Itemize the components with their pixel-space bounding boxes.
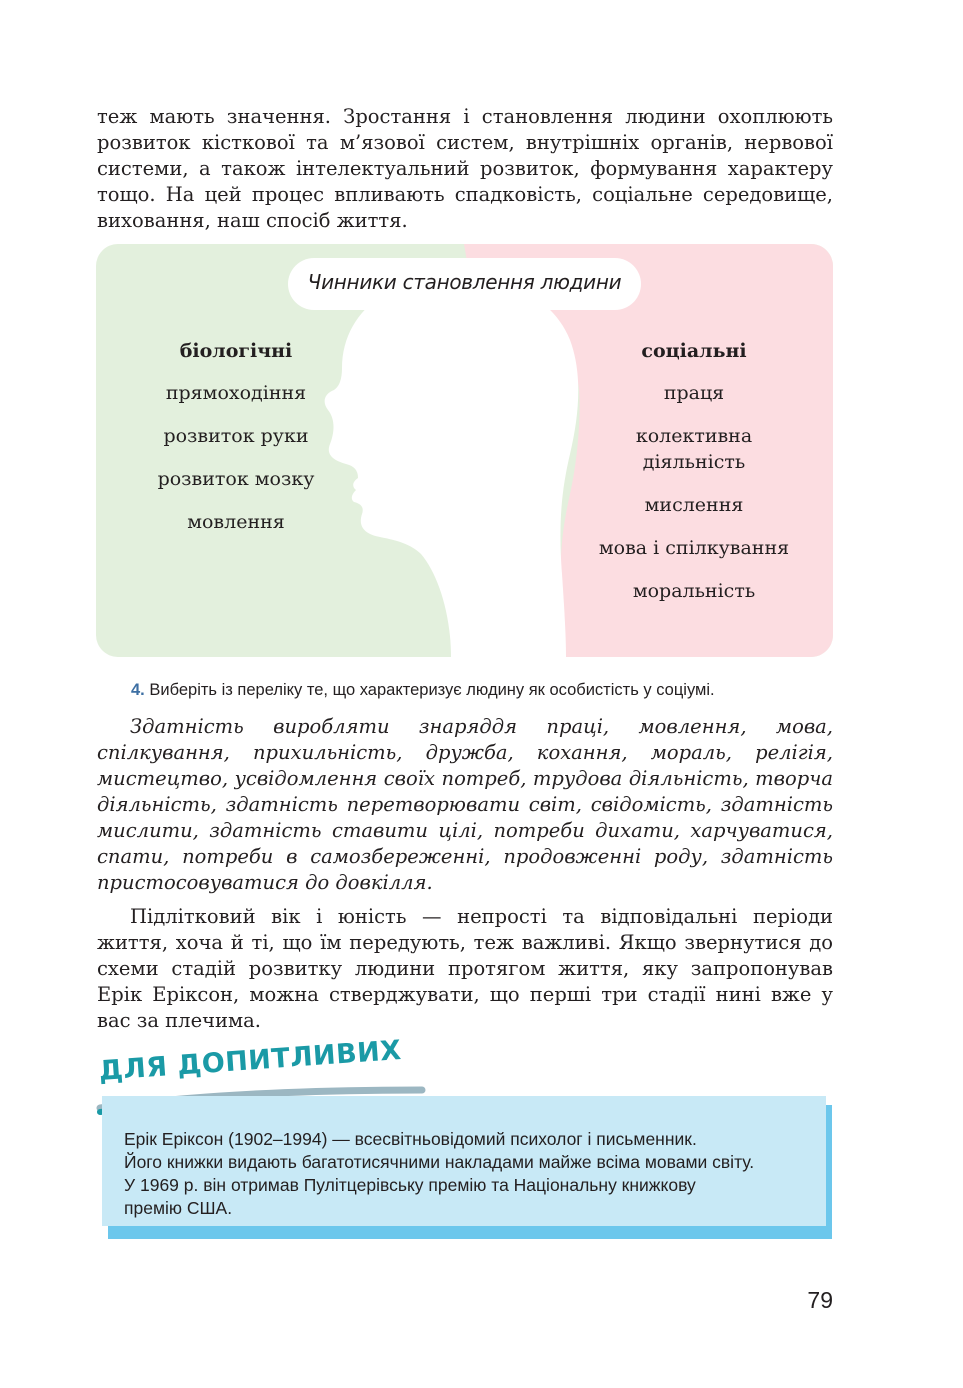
question-4 [131, 681, 715, 700]
curious-line: Його книжки видають багатотисячними накладами майже всіма мовами світу. [124, 1152, 755, 1172]
biological-item: прямоходіння [165, 382, 307, 404]
social-item: мова і спілкування [598, 537, 790, 559]
diagram-title-box [288, 258, 641, 310]
social-item: діяльність [642, 451, 746, 473]
curious-text [124, 1128, 814, 1220]
biological-item: розвиток руки [163, 425, 309, 447]
paragraph-top: теж мають значення. Зростання і становлення людини охоплюють розвиток кісткової та м’язової систем, внутрішніх органів, нервової системи, а також інтелектуальний розвиток, формування характеру тощо. На цей процес впливають спадковість, соціальне середовище, виховання, наш спосіб життя. [97, 105, 833, 232]
factors-diagram [96, 244, 833, 657]
page-number: 79 [807, 1287, 833, 1313]
italic-list-paragraph: Здатність виробляти знаряддя праці, мовлення, мова, спілкування, прихильність, дружба, кохання, мораль, релігія, мистецтво, усвідомлення своїх потреб, трудова діяльність, творча діяльність, здатність перетворювати світ, свідомість, здатність мислити, здатність ставити цілі, потреби дихати, харчуватися, спати, потреби в самозбереженні, продовженні роду, здатність пристосовуватися до довкілля. [97, 715, 833, 894]
curious-line: премію США. [124, 1198, 233, 1218]
biological-item: мовлення [187, 511, 285, 533]
social-item: колективна [635, 425, 753, 447]
social-item: моральність [632, 580, 756, 602]
biological-item: розвиток мозку [157, 468, 315, 490]
social-item: праця [663, 382, 725, 404]
curious-line: Ерік Еріксон (1902–1994) — всесвітньовідомий психолог і письменник. [124, 1129, 697, 1149]
paragraph-bottom: Підлітковий вік і юність — непрості та відповідальні періоди життя, хоча й ті, що їм передують, теж важливі. Якщо звернутися до схеми стадій розвитку людини протягом життя, яку запропонував Ерік Еріксон, можна стверджувати, що перші три стадії нині вже у вас за плечима. [97, 905, 833, 1032]
question-number: 4. [131, 681, 145, 699]
curious-line: У 1969 р. він отримав Пулітцерівську премію та Національну книжкову [124, 1175, 696, 1195]
diagram-title: Чинники становлення людини [307, 270, 622, 294]
question-text: Виберіть із переліку те, що характеризує людину як особистість у соціумі. [149, 681, 715, 699]
social-item: мислення [644, 494, 744, 516]
curious-heading: ДЛЯ ДОПИТЛИВИХ [97, 1034, 403, 1087]
biological-heading: біологічні [179, 340, 293, 362]
social-heading: соціальні [641, 340, 747, 362]
